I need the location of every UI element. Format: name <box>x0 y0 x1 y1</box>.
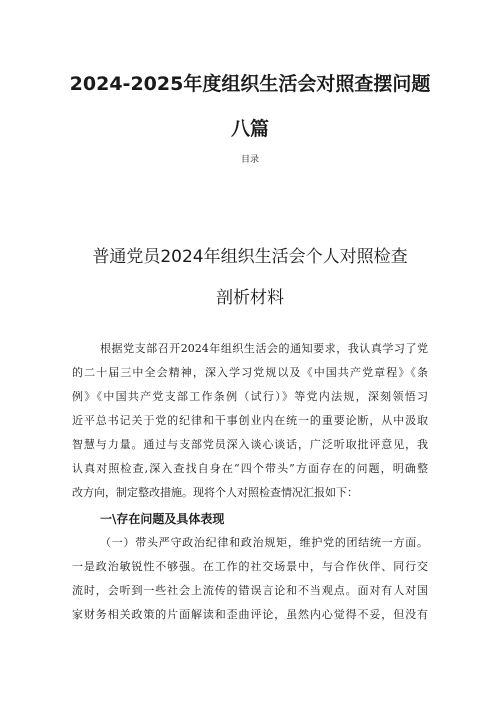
document-title-line-1: 2024-2025年度组织生活会对照查摆问题 <box>69 73 431 95</box>
paragraph-line: 家财务相关政策的片面解读和歪曲评论，虽然内心觉得不妥，但没有 <box>72 608 428 621</box>
paragraph-line: 改方向，制定整改措施。现将个人对照检查情况汇报如下： <box>72 486 358 499</box>
paragraph-line: 的二十届三中全会精神，深入学习党规以及《中国共产党章程》《条 <box>72 366 428 379</box>
paragraph-line: 根据党支部召开2024年组织生活会的通知要求，我认真学习了党 <box>100 342 428 355</box>
paragraph-line: 智慧与力量。通过与支部党员深入谈心谈话，广泛听取批评意见，我 <box>72 438 428 451</box>
paragraph-line: 认真对照检查,深入查找自身在“四个带头”方面存在的问题，明确整 <box>72 462 428 475</box>
section-heading: 一\存在问题及具体表现 <box>100 512 225 526</box>
paragraph-line: 近平总书记关于党的纪律和干事创业内在统一的重要论断，从中汲取 <box>72 414 428 427</box>
article-title-line-2: 剖析材料 <box>216 288 284 308</box>
table-of-contents-label: 目录 <box>240 155 259 165</box>
document-title-line-2: 八篇 <box>230 118 269 140</box>
paragraph-line: 一是政治敏锐性不够强。在工作的社交场景中，与合作伙伴、同行交 <box>72 560 428 573</box>
article-title-line-1: 普通党员2024年组织生活会个人对照检查 <box>92 247 408 267</box>
paragraph-line: 流时，会听到一些社会上流传的错误言论和不当观点。面对有人对国 <box>72 584 428 597</box>
paragraph-line: 例》《中国共产党支部工作条例（试行）》等党内法规，深刻领悟习 <box>72 390 428 403</box>
paragraph-line: （一）带头严守政治纪律和政治规矩，维护党的团结统一方面。 <box>100 536 428 549</box>
